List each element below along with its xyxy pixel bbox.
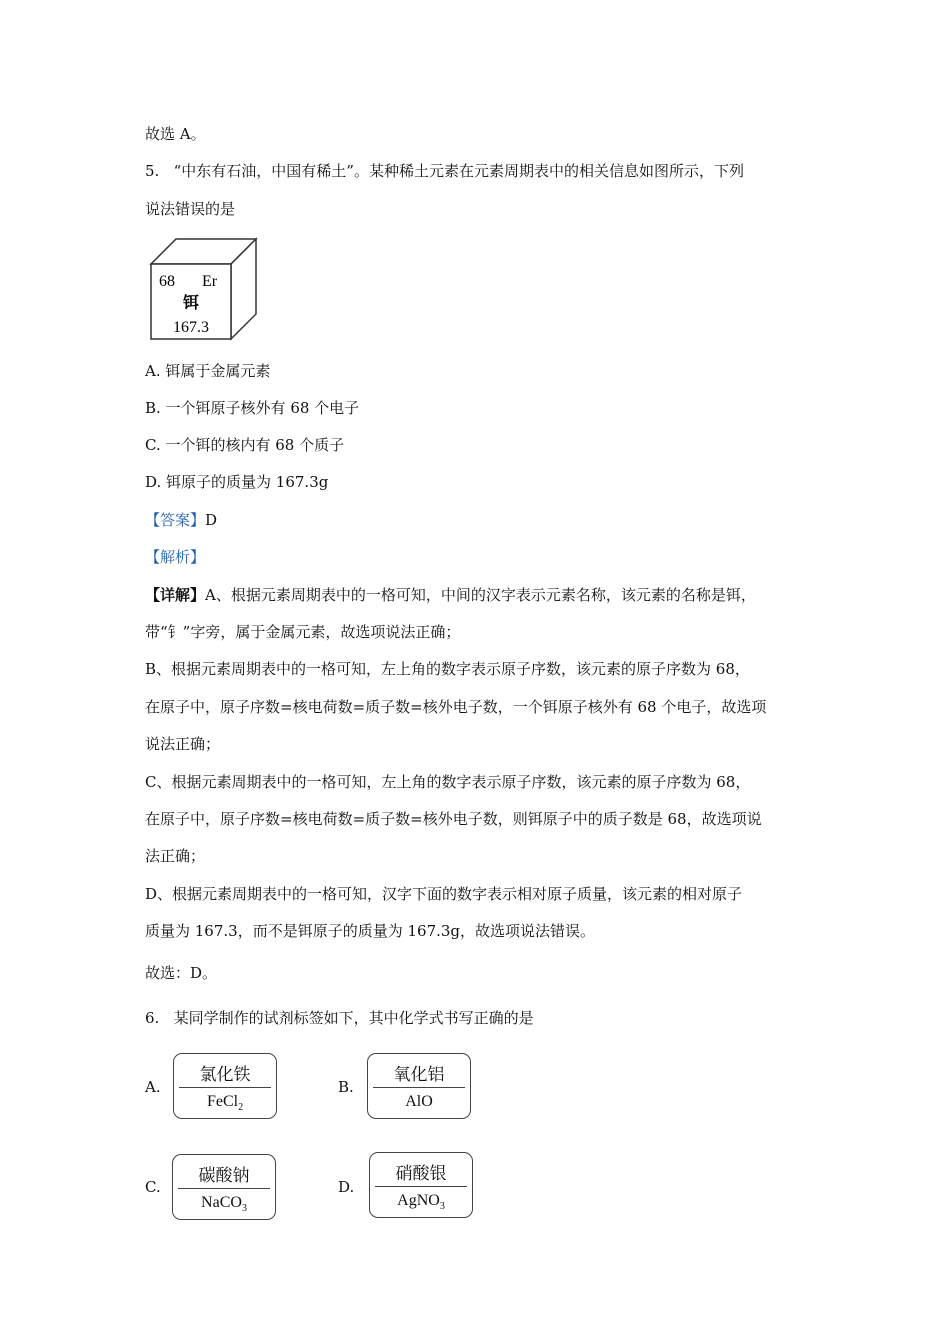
reagent-formula: AgNO$_3$ (397, 1192, 445, 1213)
element-name: 铒 (182, 293, 200, 312)
q5-option-b: B. 一个铒原子核外有 68 个电子 (145, 399, 360, 417)
reagent-name: 硝酸银 (395, 1164, 447, 1184)
reagent-formula: FeCl$_2$ (206, 1093, 244, 1114)
reagent-label-d (369, 1152, 473, 1218)
label-divider (179, 1087, 271, 1088)
element-symbol: Er (202, 273, 218, 290)
detail-text-1: A、根据元素周期表中的一格可知，中间的汉字表示元素名称，该元素的名称是铒， (205, 586, 756, 604)
reagent-formula: NaCO$_3$ (201, 1194, 247, 1215)
label-divider (373, 1087, 465, 1088)
reagent-label-b (367, 1053, 471, 1119)
answer-line (145, 510, 217, 530)
element-atomic-number: 68 (159, 273, 175, 290)
detail-line-7: 在原子中，原子序数=核电荷数=质子数=核外电子数，则铒原子中的质子数是 68，故选项说 (145, 810, 762, 828)
q6-option-c-letter: C. (145, 1178, 161, 1196)
detail-line-8: 法正确； (145, 847, 206, 865)
detail-line-10: 质量为 167.3，而不是铒原子的质量为 167.3g，故选项说法错误。 (145, 922, 596, 940)
q5-stem-line2: 说法错误的是 (145, 200, 236, 218)
q6-stem (145, 1008, 534, 1028)
detail-line-5: 说法正确； (145, 735, 221, 753)
reagent-label-c (172, 1154, 276, 1220)
q5-option-d: D. 铒原子的质量为 167.3g (145, 473, 329, 491)
reagent-name: 氧化铝 (393, 1065, 445, 1085)
detail-line-2: 带“钅”字旁，属于金属元素，故选项说法正确； (145, 623, 461, 641)
q6-number: 6. (145, 1009, 160, 1027)
detail-line-9: D、根据元素周期表中的一格可知，汉字下面的数字表示相对原子质量，该元素的相对原子 (145, 885, 743, 903)
reagent-name: 碳酸钠 (198, 1166, 250, 1186)
q5-number: 5. (145, 162, 160, 180)
detail-tag: 【详解】 (145, 586, 206, 604)
label-divider (178, 1188, 270, 1189)
q6-option-a-letter: A. (145, 1078, 161, 1096)
detail-line-6: C、根据元素周期表中的一格可知，左上角的数字表示原子序数，该元素的原子序数为 68， (145, 773, 751, 791)
q6-option-d-letter: D. (338, 1178, 355, 1196)
answer-tag: 【答案】 (145, 511, 206, 529)
q5-conclusion: 故选：D。 (145, 964, 218, 982)
detail-line-1 (145, 585, 756, 605)
label-divider (375, 1186, 467, 1187)
q5-option-a: A. 铒属于金属元素 (145, 362, 271, 380)
q6-option-b-letter: B. (338, 1078, 354, 1096)
answer-value: D (205, 511, 218, 529)
q6-stem-text: 某同学制作的试剂标签如下，其中化学式书写正确的是 (173, 1009, 534, 1027)
element-mass: 167.3 (173, 319, 209, 336)
element-tile-figure (148, 236, 260, 342)
reagent-name: 氯化铁 (199, 1065, 251, 1085)
detail-line-3: B、根据元素周期表中的一格可知，左上角的数字表示原子序数，该元素的原子序数为 68， (145, 660, 750, 678)
q5-stem-line1 (145, 161, 744, 181)
q5-stem-text: “中东有石油，中国有稀土”。某种稀土元素在元素周期表中的相关信息如图所示，下列 (173, 162, 744, 180)
detail-line-4: 在原子中，原子序数=核电荷数=质子数=核外电子数，一个铒原子核外有 68 个电子，故选项 (145, 698, 767, 716)
analysis-tag: 【解析】 (145, 548, 206, 566)
q5-option-c: C. 一个铒的核内有 68 个质子 (145, 436, 345, 454)
reagent-formula: AlO (405, 1093, 433, 1110)
reagent-label-a (173, 1053, 277, 1119)
previous-answer-conclusion: 故选 A。 (145, 125, 206, 143)
